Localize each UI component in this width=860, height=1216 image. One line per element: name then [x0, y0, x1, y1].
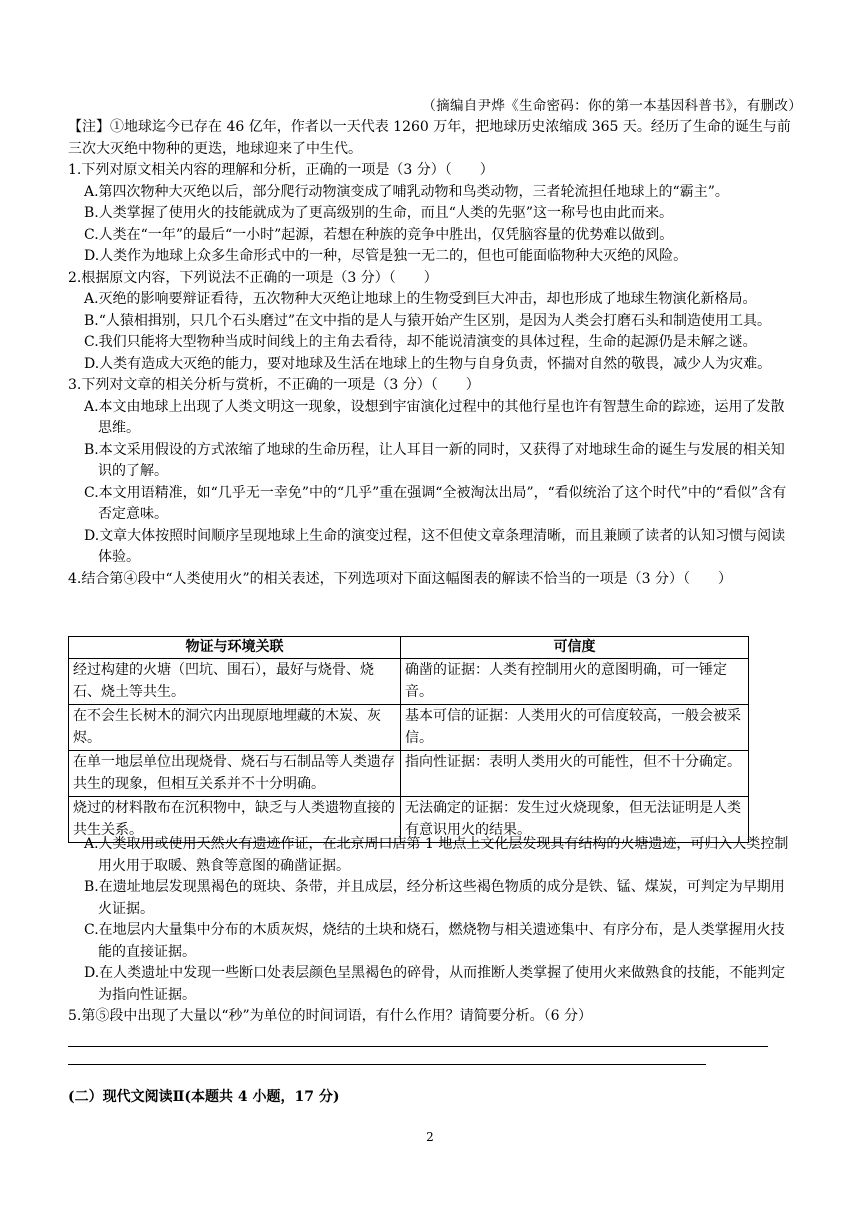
question-5-stem: 5.第⑤段中出现了大量以“秒”为单位的时间词语，有什么作用？请简要分析。（6 分）	[68, 1008, 593, 1024]
question-3-option-b: B.本文采用假设的方式浓缩了地球的生命历程，让人耳目一新的同时，又获得了对地球生命的诞生与发展的相关知识的了解。	[84, 441, 785, 479]
table-row	[69, 659, 749, 705]
table-cell-evidence: 经过构建的火塘（凹坑、围石），最好与烧骨、烧石、烧土等共生。	[69, 659, 401, 705]
question-2-option-d: D.人类有造成大灭绝的能力，要对地球及生活在地球上的生物与自身负责，怀揣对自然的敬畏，减少人为灾难。	[84, 355, 772, 372]
question-1-option-c: C.人类在“一年”的最后“一小时”起源，若想在种族的竞争中胜出，仅凭脑容量的优势难以做到。	[84, 226, 674, 243]
question-4-stem: 4.结合第④段中“人类使用火”的相关表述，下列选项对下面这幅图表的解读不恰当的一项是（3 分）（ ）	[68, 570, 733, 587]
table-cell-evidence: 在不会生长树木的洞穴内出现原地埋藏的木炭、灰烬。	[69, 705, 401, 751]
question-2-option-a: A.灭绝的影响要辩证看待，五次物种大灭绝让地球上的生物受到巨大冲击，却也形成了地球生物演化新格局。	[84, 291, 757, 307]
question-3-stem: 3.下列对文章的相关分析与赏析，不正确的一项是（3 分）（ ）	[68, 377, 480, 393]
question-4-option-d: D.在人类遗址中发现一些断口处表层颜色呈黑褐色的碎骨，从而推断人类掌握了使用火来做熟食的技能，不能判定为指向性证据。	[84, 965, 786, 1003]
table-cell-credibility: 无法确定的证据：发生过火烧现象，但无法证明是人类有意识用火的结果。	[401, 797, 749, 843]
answer-line-2[interactable]	[68, 1064, 706, 1065]
question-2-stem: 2.根据原文内容，下列说法不正确的一项是（3 分）（ ）	[68, 269, 438, 286]
page-number: 2	[426, 1130, 434, 1144]
table-cell-credibility: 指向性证据：表明人类用火的可能性，但不十分确定。	[401, 751, 749, 797]
section-title: (二）现代文阅读Ⅱ(本题共 4 小题，17 分)	[68, 1089, 340, 1105]
source-citation: （摘编自尹烨《生命密码：你的第一本基因科普书》，有删改）	[422, 98, 802, 114]
question-3-option-c: C.本文用语精准，如“几乎无一幸免”中的“几乎”重在强调“全被淘汰出局”，“看似统治了这个时代”中的“看似”含有否定意味。	[84, 484, 787, 522]
table-header-credibility: 可信度	[401, 637, 749, 659]
evidence-table	[68, 636, 749, 843]
table-cell-evidence: 烧过的材料散布在沉积物中，缺乏与人类遗物直接的共生关系。	[69, 797, 401, 843]
question-1-stem: 1.下列对原文相关内容的理解和分析，正确的一项是（3 分）（ ）	[68, 162, 494, 178]
question-4-option-b: B.在遗址地层发现黑褐色的斑块、条带，并且成层，经分析这些褐色物质的成分是铁、锰、煤炭，可判定为早期用火证据。	[84, 879, 785, 917]
question-1-option-d: D.人类作为地球上众多生命形式中的一种，尽管是独一无二的，但也可能面临物种大灭绝的风险。	[84, 248, 688, 264]
table-cell-evidence: 在单一地层单位出现烧骨、烧石与石制品等人类遗存共生的现象，但相互关系并不十分明确。	[69, 751, 401, 797]
table-header-evidence: 物证与环境关联	[69, 637, 401, 659]
question-1-option-b: B.人类掌握了使用火的技能就成为了更高级别的生命，而且“人类的先驱”这一称号也由此而来。	[84, 205, 674, 221]
note-text: 【注】①地球迄今已存在 46 亿年，作者以一天代表 1260 万年，把地球历史浓缩成 365 天。经历了生命的诞生与前三次大灭绝中物种的更迭，地球迎来了中生代。	[68, 119, 791, 157]
table-cell-credibility: 基本可信的证据：人类用火的可信度较高，一般会被采信。	[401, 705, 749, 751]
question-4-option-c: C.在地层内大量集中分布的木质灰烬，烧结的土块和烧石，燃烧物与相关遗迹集中、有序分布，是人类掌握用火技能的直接证据。	[84, 922, 785, 960]
question-2-option-c: C.我们只能将大型物种当成时间线上的主角去看待，却不能说清演变的具体过程，生命的起源仍是未解之谜。	[84, 334, 757, 350]
table-row	[69, 705, 749, 751]
question-1-option-a: A.第四次物种大灭绝以后，部分爬行动物演变成了哺乳动物和鸟类动物，三者轮流担任地球上的“霸主”。	[84, 183, 729, 200]
note-paragraph	[68, 117, 792, 590]
question-3-option-d: D.文章大体按照时间顺序呈现地球上生命的演变过程，这不但使文章条理清晰，而且兼顾了读者的认知习惯与阅读体验。	[84, 527, 786, 565]
question-4-options	[68, 834, 792, 1028]
table-header-row	[69, 637, 749, 659]
question-4-option-a: A.人类取用或使用天然火有遗迹作证，在北京周口店第 1 地点上文化层发现具有结构的火塘遗迹，可归入人类控制用火用于取暖、熟食等意图的确凿证据。	[84, 836, 789, 874]
table-cell-credibility: 确凿的证据：人类有控制用火的意图明确，可一锤定音。	[401, 659, 749, 705]
answer-line-1[interactable]	[68, 1046, 768, 1047]
question-3-option-a: A.本文由地球上出现了人类文明这一现象，设想到宇宙演化过程中的其他行星也许有智慧生命的踪迹，运用了发散思维。	[84, 398, 785, 436]
table-row	[69, 751, 749, 797]
question-2-option-b: B.“人猿相揖别，只几个石头磨过”在文中指的是人与猿开始产生区别，是因为人类会打磨石头和制造使用工具。	[84, 312, 772, 329]
